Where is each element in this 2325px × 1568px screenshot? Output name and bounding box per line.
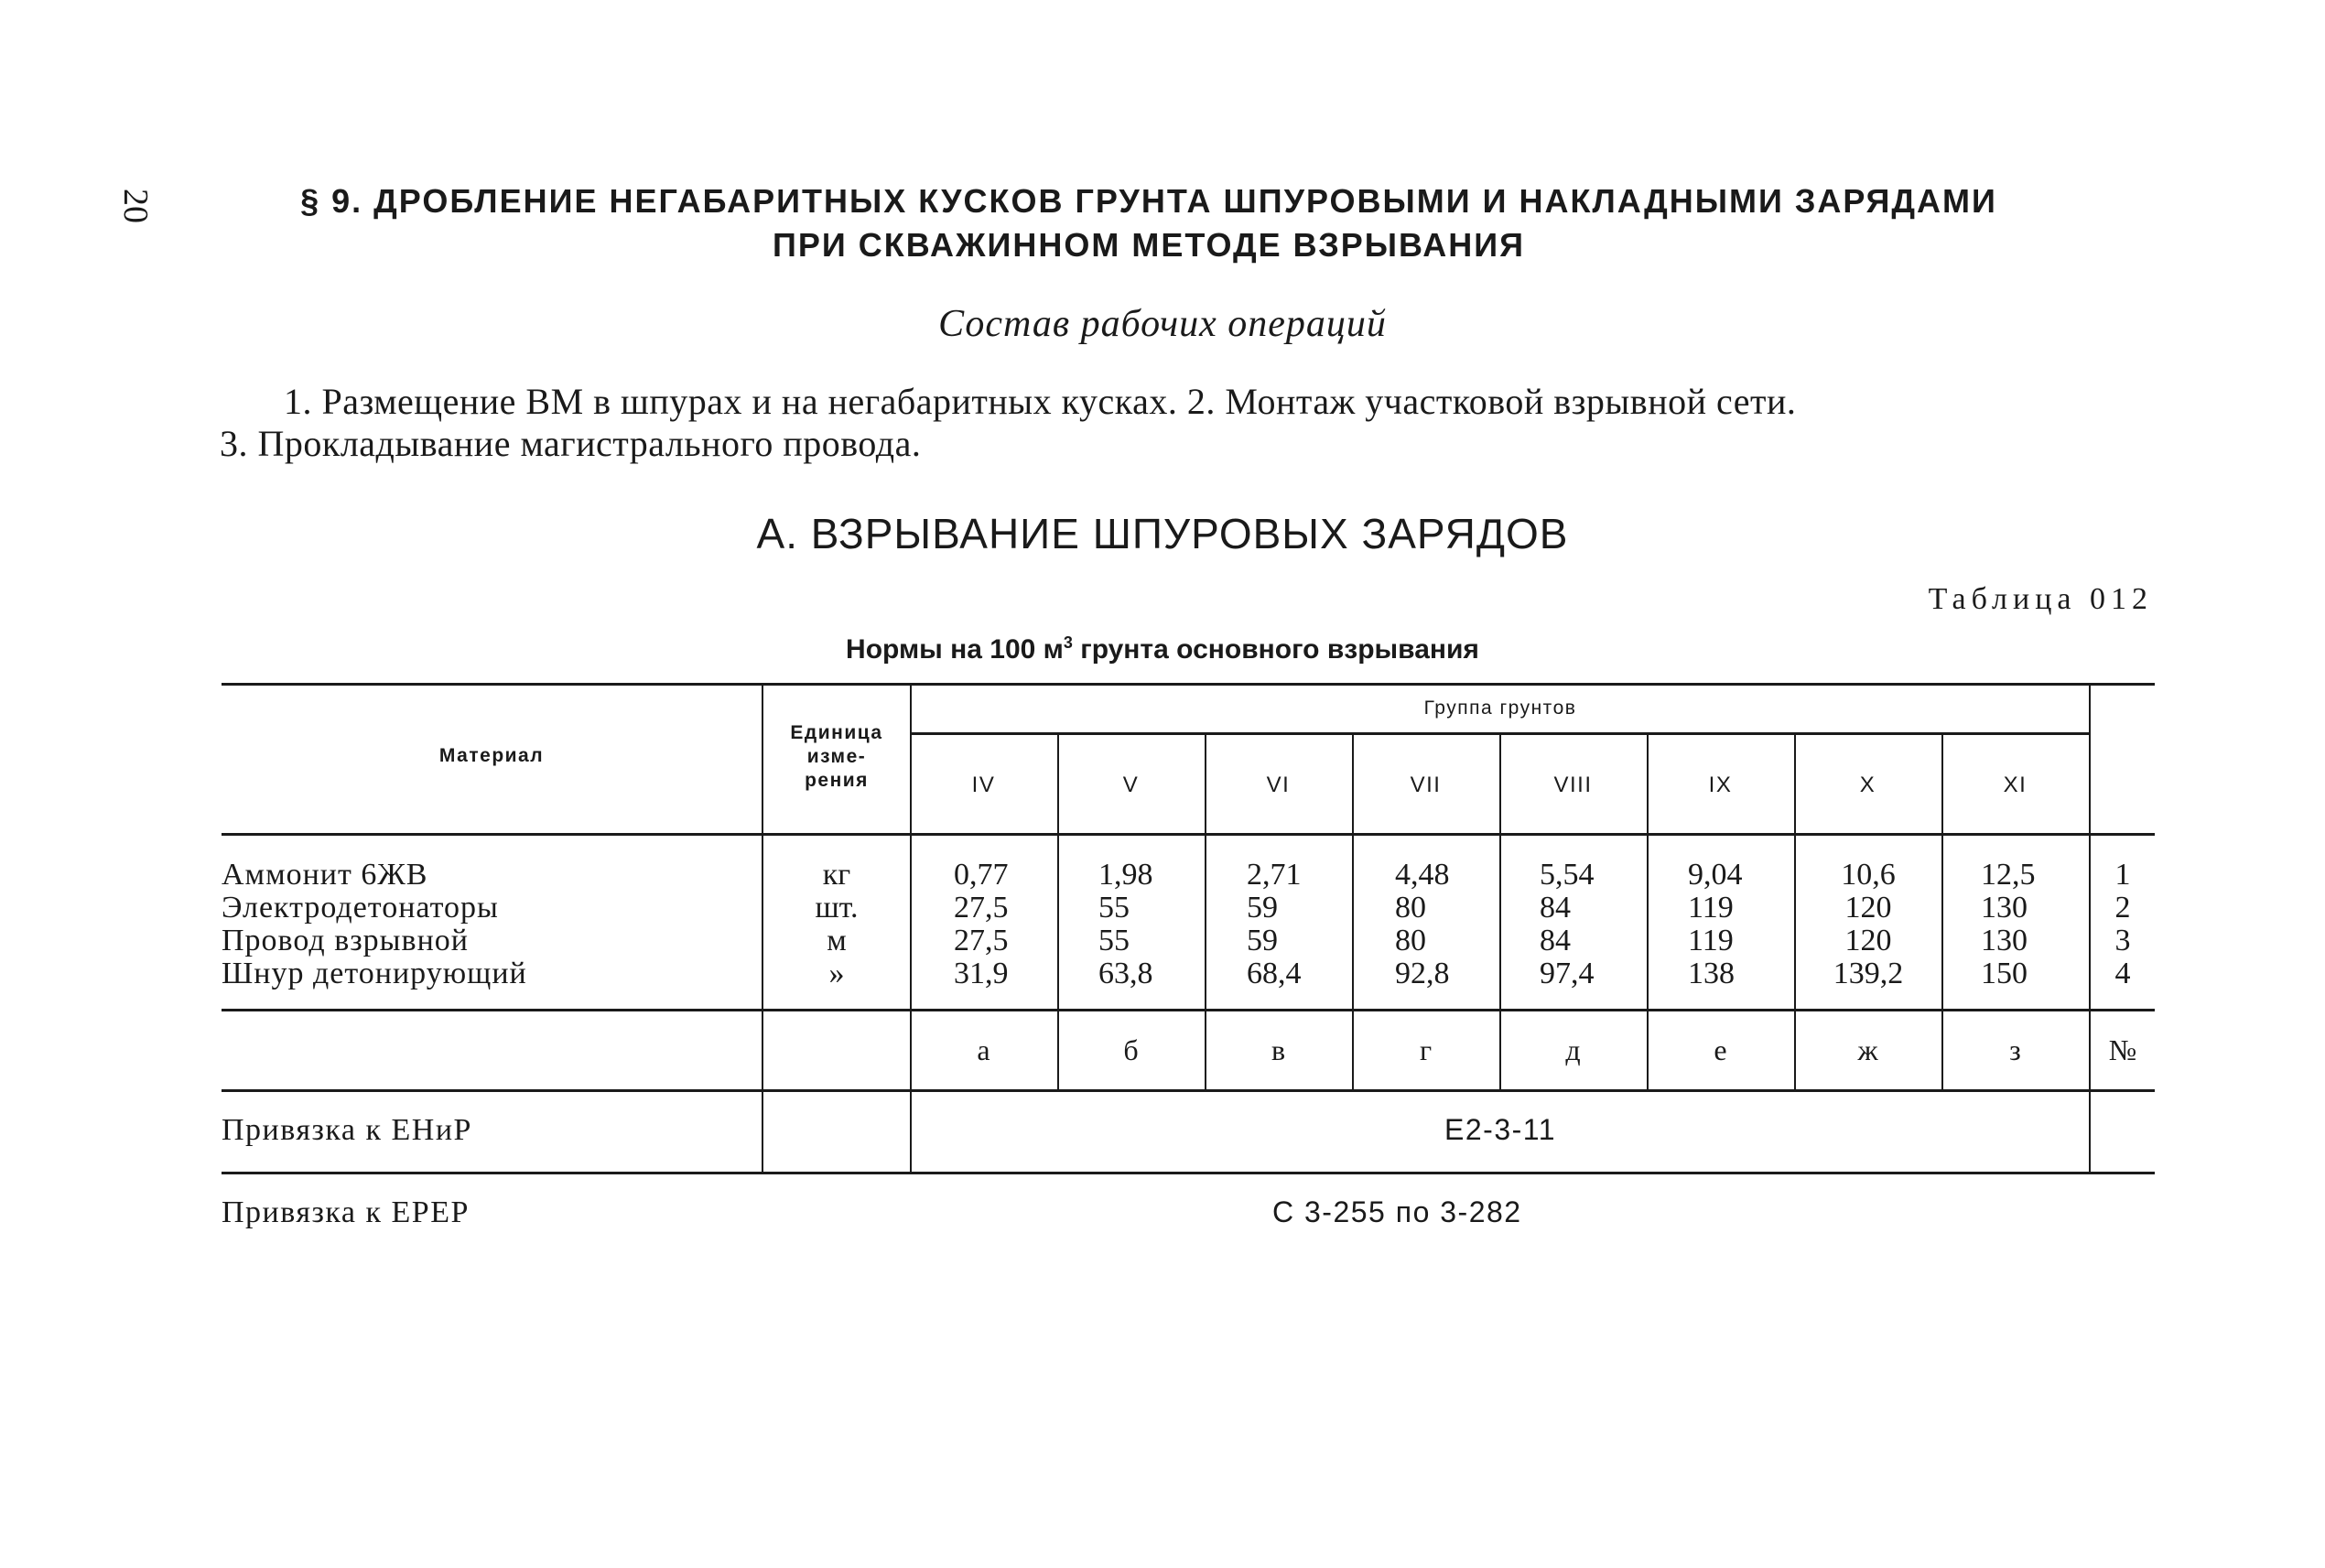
heading-line-2: ПРИ СКВАЖИННОМ МЕТОДЕ ВЗРЫВАНИЯ — [773, 226, 1525, 264]
values-col-g — [1395, 859, 1450, 990]
letter-e: е — [1714, 1033, 1727, 1066]
enir-rule-bottom — [222, 1172, 2155, 1174]
value-cell: 84 — [1540, 924, 1571, 957]
value-cell: 4,48 — [1395, 858, 1450, 892]
norms-table — [222, 683, 2155, 1177]
section-heading — [238, 179, 2060, 267]
enir-label: Привязка к ЕНиР — [222, 1113, 472, 1147]
value-cell: 31,9 — [954, 957, 1009, 990]
enir-value: Е2-3-11 — [1444, 1113, 1556, 1146]
unit-list — [763, 859, 910, 990]
value-cell: 130 — [1981, 891, 2028, 925]
value-cell: 97,4 — [1540, 957, 1595, 990]
value-cell: 138 — [1688, 957, 1735, 990]
operations-line-1: 1. Размещение ВМ в шпурах и на негабаритных кусках. 2. Монтаж участковой взрывной сети. — [284, 381, 1797, 422]
value-cell: 2,71 — [1247, 858, 1302, 892]
value-cell: 55 — [1098, 924, 1130, 957]
header-material: Материал — [438, 745, 545, 766]
value-cell: 80 — [1395, 924, 1426, 957]
values-col-zh — [1827, 859, 1909, 990]
value-cell: 59 — [1247, 891, 1278, 925]
material-list — [222, 859, 527, 990]
group-col-border — [910, 683, 912, 1173]
operations-text — [220, 381, 2151, 465]
norms-prefix: Нормы на 100 м — [846, 634, 1064, 665]
value-cell: 119 — [1688, 924, 1734, 957]
letter-z: з — [2009, 1033, 2021, 1066]
group-VII: VII — [1410, 773, 1442, 797]
value-cell: 84 — [1540, 891, 1571, 925]
unit-ditto: » — [828, 957, 845, 990]
values-col-v — [1247, 859, 1302, 990]
unit-kg: кг — [822, 858, 851, 892]
letter-b: б — [1123, 1033, 1139, 1066]
values-col-d — [1540, 859, 1595, 990]
table-rule-top — [222, 683, 2155, 686]
value-cell: 1,98 — [1098, 858, 1153, 892]
row-number-list — [2091, 859, 2155, 990]
values-col-b — [1098, 859, 1153, 990]
letter-d: д — [1565, 1033, 1581, 1066]
number-sign: № — [2108, 1033, 2137, 1066]
value-cell: 5,54 — [1540, 858, 1595, 892]
value-cell: 55 — [1098, 891, 1130, 925]
value-cell: 139,2 — [1833, 957, 1904, 990]
letters-rule-bottom — [222, 1089, 2155, 1092]
value-cell: 68,4 — [1247, 957, 1302, 990]
operations-line-2: 3. Прокладывание магистрального провода. — [220, 423, 922, 464]
group-V: V — [1122, 773, 1140, 797]
material-ammonit: Аммонит 6ЖВ — [222, 858, 428, 892]
group-VIII: VIII — [1553, 773, 1593, 797]
letter-v: в — [1271, 1033, 1286, 1066]
value-cell: 9,04 — [1688, 858, 1743, 892]
subsection-title: А. ВЗРЫВАНИЕ ШПУРОВЫХ ЗАРЯДОВ — [756, 510, 1569, 557]
material-cord: Шнур детонирующий — [222, 957, 527, 990]
values-col-a — [954, 859, 1009, 990]
header-unit-line-3: рения — [805, 770, 869, 791]
value-cell: 27,5 — [954, 924, 1009, 957]
norms-caption — [0, 633, 2325, 665]
values-col-z — [1981, 859, 2036, 990]
letter-zh: ж — [1857, 1033, 1878, 1066]
value-cell: 10,6 — [1841, 858, 1896, 892]
value-cell: 63,8 — [1098, 957, 1153, 990]
unit-m: м — [827, 924, 847, 957]
group-IX: IX — [1708, 773, 1733, 797]
group-X: X — [1859, 773, 1876, 797]
table-label: Таблица 012 — [1928, 582, 2153, 616]
values-col-e — [1688, 859, 1743, 990]
unit-pcs: шт. — [815, 891, 859, 925]
value-cell: 150 — [1981, 957, 2028, 990]
group-IV: IV — [971, 773, 996, 797]
letter-g: г — [1419, 1033, 1433, 1066]
page-number: 20 — [116, 189, 155, 223]
header-soil-group: Группа грунтов — [1423, 697, 1577, 719]
row-number: 3 — [2114, 924, 2131, 957]
group-XI: XI — [2003, 773, 2028, 797]
value-cell: 12,5 — [1981, 858, 2036, 892]
value-cell: 120 — [1844, 924, 1892, 957]
material-wire: Провод взрывной — [222, 924, 469, 957]
data-rule-bottom — [222, 1009, 2155, 1011]
value-cell: 92,8 — [1395, 957, 1450, 990]
header-unit — [763, 721, 910, 793]
header-unit-line-2: изме- — [806, 746, 867, 767]
value-cell: 130 — [1981, 924, 2028, 957]
row-number: 4 — [2114, 957, 2131, 990]
value-cell: 0,77 — [954, 858, 1009, 892]
row-number: 2 — [2114, 891, 2131, 925]
value-cell: 119 — [1688, 891, 1734, 925]
erer-value: С 3-255 по 3-282 — [1272, 1195, 1522, 1228]
header-unit-line-1: Единица — [790, 722, 883, 743]
operations-subtitle: Состав рабочих операций — [938, 303, 1387, 345]
norms-sup: 3 — [1063, 633, 1073, 652]
value-cell: 120 — [1844, 891, 1892, 925]
group-VI: VI — [1266, 773, 1291, 797]
heading-line-1: § 9. ДРОБЛЕНИЕ НЕГАБАРИТНЫХ КУСКОВ ГРУНТА ШПУРОВЫМИ И НАКЛАДНЫМИ ЗАРЯДАМИ — [300, 182, 1997, 220]
letter-a: а — [977, 1033, 990, 1066]
material-detonators: Электродетонаторы — [222, 891, 499, 925]
value-cell: 59 — [1247, 924, 1278, 957]
header-rule-bottom — [222, 833, 2155, 836]
row-number: 1 — [2114, 858, 2131, 892]
value-cell: 27,5 — [954, 891, 1009, 925]
erer-label: Привязка к ЕРЕР — [222, 1195, 470, 1229]
norms-suffix: грунта основного взрывания — [1072, 634, 1479, 665]
value-cell: 80 — [1395, 891, 1426, 925]
